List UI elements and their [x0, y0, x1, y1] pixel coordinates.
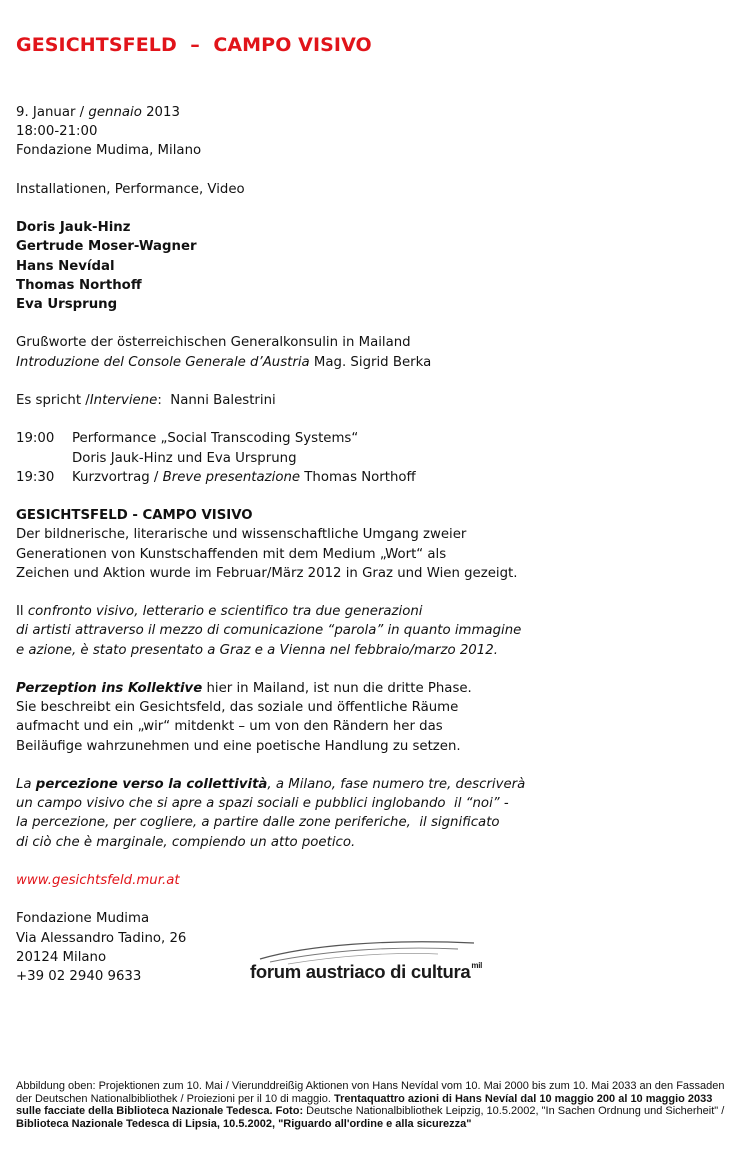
schedule-row: [16, 468, 716, 487]
schedule-time: [16, 449, 72, 468]
event-venue: Fondazione Mudima, Milano: [16, 143, 202, 159]
schedule-text: Performance „Social Transcoding Systems“: [72, 431, 359, 447]
logo-superscript: mil: [471, 961, 483, 970]
date-year: 2013: [141, 105, 180, 120]
event-date: [16, 103, 716, 122]
artist-name: Eva Ursprung: [16, 297, 118, 312]
paragraph-line: la percezione, per cogliere, a partire dalle zone periferiche, il significato: [16, 815, 500, 831]
emphasis-text: Perzeption ins Kollektive: [16, 680, 203, 696]
speaker-line: [16, 391, 716, 410]
paragraph-line: di ciò che è marginale, compiendo un atto poetico.: [16, 834, 356, 850]
address-phone: +39 02 2940 9633: [16, 968, 142, 984]
artist-name: Doris Jauk-Hinz: [16, 220, 131, 236]
website-link[interactable]: www.gesichtsfeld.mur.at: [16, 872, 180, 888]
artist-name: Hans Nevídal: [16, 258, 115, 274]
event-time: 18:00-21:00: [16, 124, 98, 140]
date-it: gennaio: [88, 105, 142, 120]
paragraph-line: aufmacht und ein „wir“ mitdenkt – um von den Rändern her das: [16, 719, 443, 735]
paragraph-line: [16, 602, 716, 621]
paragraph-text: , a Milano, fase numero tre, descriverà: [267, 776, 526, 792]
paragraph-line: di artisti attraverso il mezzo di comunicazione “parola” in quanto immagine: [16, 623, 522, 639]
logo-wordmark: forum austriaco di cultura: [250, 961, 471, 982]
schedule-time: 19:00: [16, 431, 55, 447]
greeting-it-text: Introduzione del Console Generale d’Austria: [16, 354, 310, 370]
schedule-row: [16, 449, 716, 468]
schedule-time: 19:30: [16, 469, 55, 485]
speaker-pre: Es spricht /: [16, 392, 90, 408]
paragraph-line: un campo visivo che si apre a spazi sociali e pubblici inglobando il “noi” -: [16, 796, 509, 812]
greeting-name: Mag. Sigrid Berka: [309, 354, 432, 370]
caption-bold: Biblioteca Nazionale Tedesca di Lipsia, 10.5.2002, "Riguardo all'ordine e alla sicurezza": [16, 1117, 472, 1130]
paragraph-text: hier in Mailand, ist nun die dritte Phase.: [202, 680, 472, 696]
footer-caption: [16, 1080, 728, 1130]
greeting-de: Grußworte der österreichischen Generalkonsulin in Mailand: [16, 335, 411, 351]
paragraph-line: [16, 775, 716, 794]
section-heading: GESICHTSFELD - CAMPO VISIVO: [16, 508, 253, 524]
paragraph-line: e azione, è stato presentato a Graz e a Vienna nel febbraio/marzo 2012.: [16, 642, 498, 658]
paragraph-line: Sie beschreibt ein Gesichtsfeld, das soziale und öffentliche Räume: [16, 700, 459, 716]
caption-text: Abbildung oben: Projektionen zum 10. Mai / Vierunddreißig Aktionen von Hans Nevídal vom 10. Mai 2000 bis zum 10. Mai 2033 an den Fassaden der Deutschen Nationalbibliothek / Proiezioni per il 10 di maggio.: [16, 1080, 725, 1105]
caption-bold: Trentaquattro azioni di Hans Nevíal dal 10 maggio 200 al 10 maggio 2033 sulle facciate della Biblioteca Nazionale Tedesca. Foto:: [16, 1092, 713, 1118]
schedule-text: [72, 468, 416, 487]
address-line: Via Alessandro Tadino, 26: [16, 930, 187, 946]
it-lead: La: [16, 776, 36, 792]
address-line: Fondazione Mudima: [16, 911, 150, 927]
schedule-row: [16, 429, 716, 448]
paragraph-line: Der bildnerische, literarische und wissenschaftliche Umgang zweier: [16, 527, 467, 543]
artist-name: Thomas Northoff: [16, 277, 142, 293]
schedule-text-pre: Kurzvortrag /: [72, 469, 163, 485]
speaker-it: Interviene: [89, 392, 158, 408]
speaker-name: : Nanni Balestrini: [157, 392, 276, 408]
schedule-text-post: Thomas Northoff: [300, 469, 416, 485]
paragraph-line: [16, 679, 716, 698]
schedule-text-it: Breve presentazione: [162, 469, 301, 485]
document-body: [16, 103, 716, 986]
address-line: 20124 Milano: [16, 949, 107, 965]
it-text: confronto visivo, letterario e scientifico tra due generazioni: [27, 604, 423, 620]
greeting-it: [16, 353, 716, 372]
paragraph-line: Beiläufige wahrzunehmen und eine poetische Handlung zu setzen.: [16, 738, 461, 754]
paragraph-line: Generationen von Kunstschaffenden mit dem Medium „Wort“ als: [16, 546, 447, 562]
emphasis-text: percezione verso la collettività: [35, 776, 268, 792]
artist-name: Gertrude Moser-Wagner: [16, 239, 197, 255]
logo-text: [250, 961, 482, 983]
paragraph-line: Zeichen und Aktion wurde im Februar/März 2012 in Graz und Wien gezeigt.: [16, 565, 518, 581]
forum-logo: [248, 935, 518, 987]
page-title: GESICHTSFELD – CAMPO VISIVO: [16, 34, 372, 56]
caption-text: Deutsche Nationalbibliothek Leipzig, 10.5.2002, "In Sachen Ordnung und Sicherheit" /: [303, 1105, 725, 1118]
date-de: 9. Januar /: [16, 105, 89, 120]
schedule-text: Doris Jauk-Hinz und Eva Ursprung: [72, 450, 297, 466]
event-genres: Installationen, Performance, Video: [16, 181, 245, 197]
it-lead: Il: [16, 604, 28, 620]
